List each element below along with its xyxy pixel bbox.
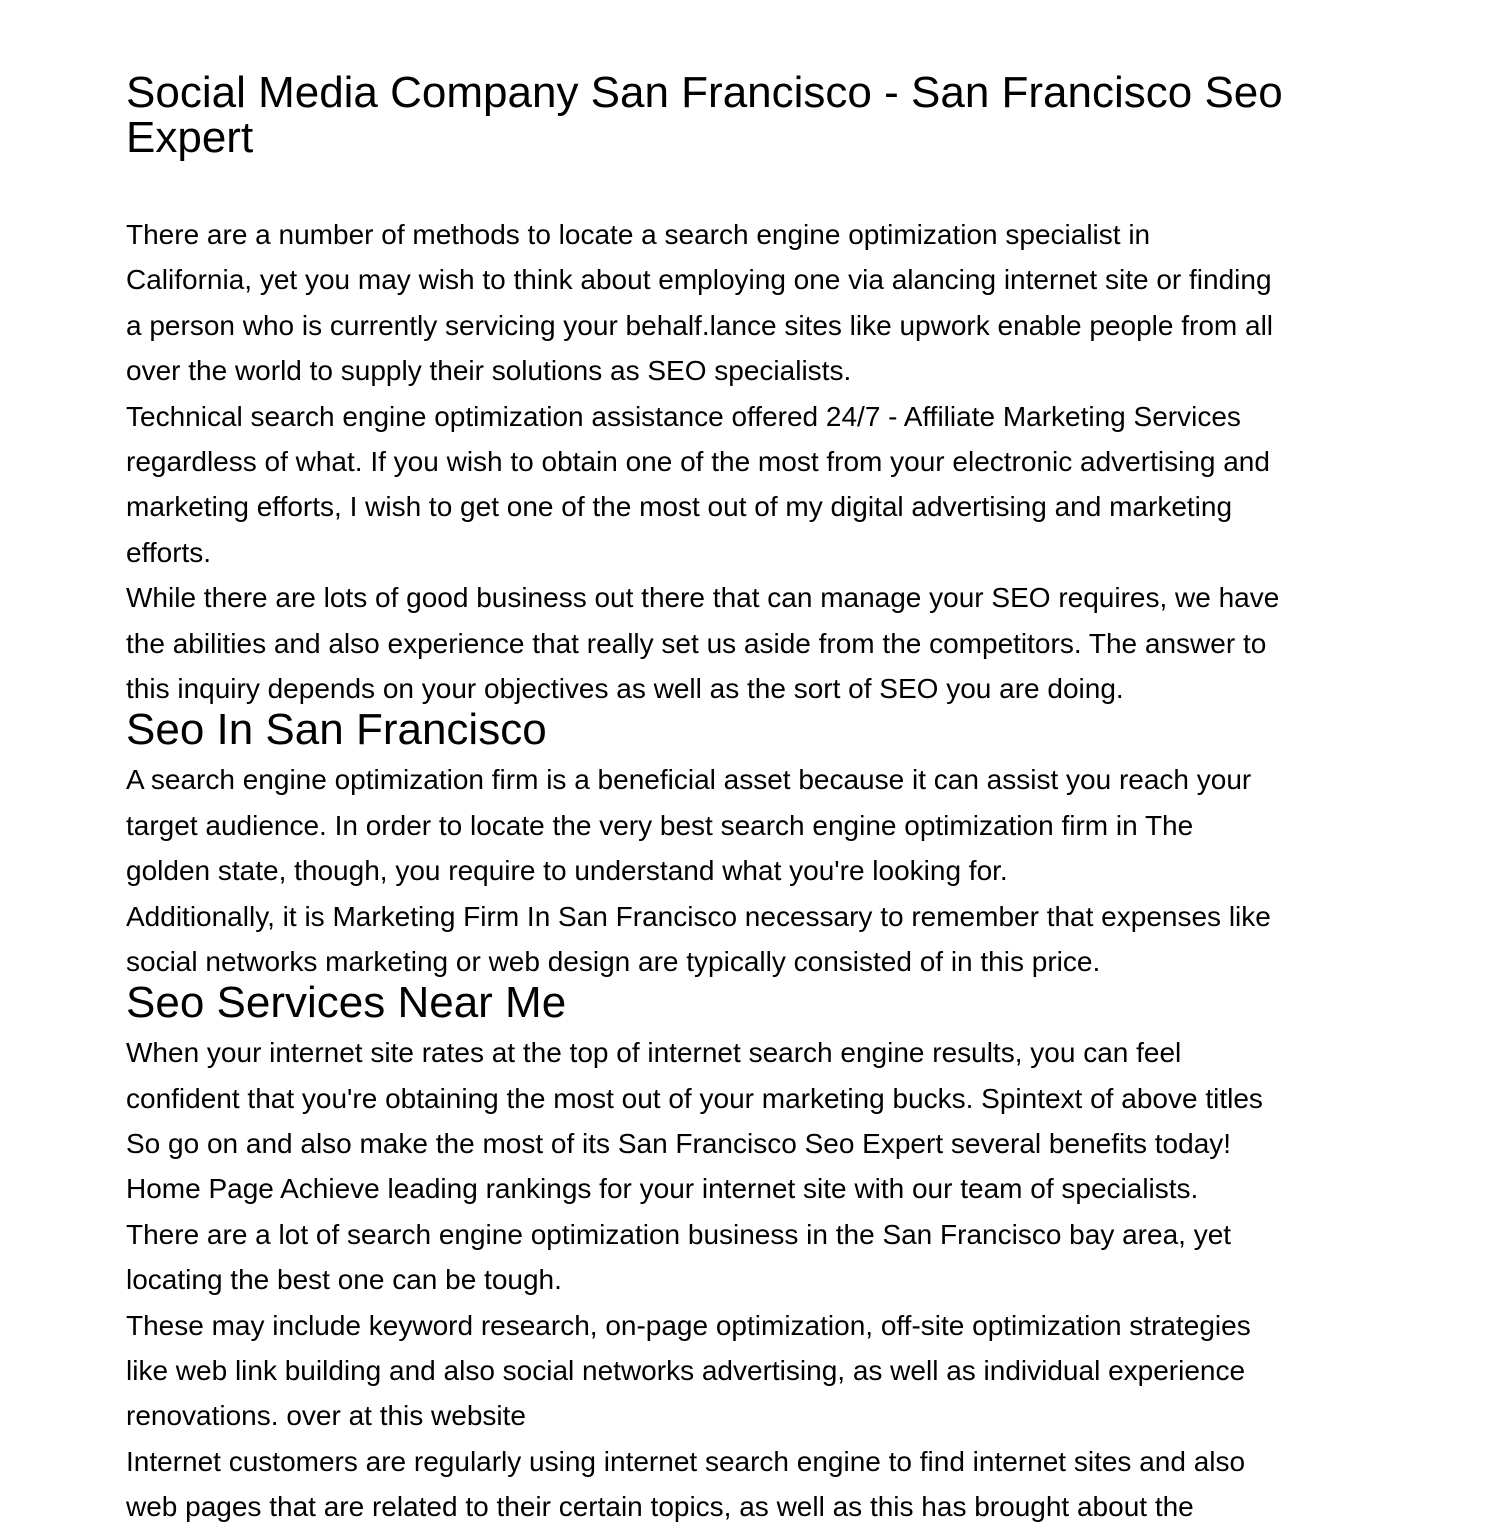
- section-heading: Seo Services Near Me: [126, 978, 567, 1028]
- paragraph-line: Home Page Achieve leading rankings for your internet site with our team of specialists.: [126, 1173, 1199, 1205]
- section-heading: Seo In San Francisco: [126, 705, 547, 755]
- paragraph-line: There are a number of methods to locate a search engine optimization specialist in: [126, 219, 1151, 250]
- paragraph-line: California, yet you may wish to think about employing one via alancing internet site or finding: [126, 264, 1272, 296]
- paragraph-line: A search engine optimization firm is a beneficial asset because it can assist you reach your: [126, 764, 1252, 796]
- paragraph-line: the abilities and also experience that really set us aside from the competitors. The answer to: [126, 627, 1267, 659]
- paragraph-line: Internet customers are regularly using internet search engine to find internet sites and also: [126, 1445, 1246, 1477]
- document-title: Social Media Company San Francisco - San Francisco Seo Expert: [126, 68, 1283, 162]
- paragraph-line: over the world to supply their solutions as SEO specialists.: [126, 355, 852, 387]
- paragraph-line: locating the best one can be tough.: [126, 1264, 562, 1296]
- paragraph-line: social networks marketing or web design are typically consisted of in this price.: [126, 945, 1101, 977]
- paragraph-line: So go on and also make the most of its San Francisco Seo Expert several benefits today!: [126, 1128, 1232, 1159]
- paragraph-line: renovations. over at this website: [126, 1400, 526, 1432]
- paragraph-line: When your internet site rates at the top of internet search engine results, you can feel: [126, 1037, 1182, 1069]
- paragraph-line: These may include keyword research, on-page optimization, off-site optimization strategies: [126, 1309, 1251, 1341]
- paragraph-line: Additionally, it is Marketing Firm In San Francisco necessary to remember that expenses like: [126, 900, 1271, 932]
- paragraph-line: marketing efforts, I wish to get one of the most out of my digital advertising and marketing: [126, 491, 1233, 523]
- paragraph-line: There are a lot of search engine optimization business in the San Francisco bay area, yet: [126, 1218, 1232, 1250]
- paragraph-line: Technical search engine optimization assistance offered 24/7 - Affiliate Marketing Services: [126, 400, 1241, 432]
- paragraph-line: confident that you're obtaining the most out of your marketing bucks. Spintext of above titles: [126, 1082, 1263, 1114]
- paragraph-line: this inquiry depends on your objectives as well as the sort of SEO you are doing.: [126, 673, 1124, 704]
- paragraph-line: While there are lots of good business out there that can manage your SEO requires, we have: [126, 582, 1280, 614]
- paragraph-line: like web link building and also social networks advertising, as well as individual experience: [126, 1355, 1246, 1386]
- paragraph-line: web pages that are related to their certain topics, as well as this has brought about the: [126, 1491, 1194, 1523]
- paragraph-line: efforts.: [126, 536, 212, 568]
- paragraph-line: golden state, though, you require to understand what you're looking for.: [126, 855, 1008, 887]
- paragraph-line: target audience. In order to locate the very best search engine optimization firm in The: [126, 809, 1194, 841]
- paragraph-line: a person who is currently servicing your behalf.lance sites like upwork enable people from all: [126, 309, 1274, 341]
- paragraph-line: regardless of what. If you wish to obtain one of the most from your electronic advertising and: [126, 446, 1270, 477]
